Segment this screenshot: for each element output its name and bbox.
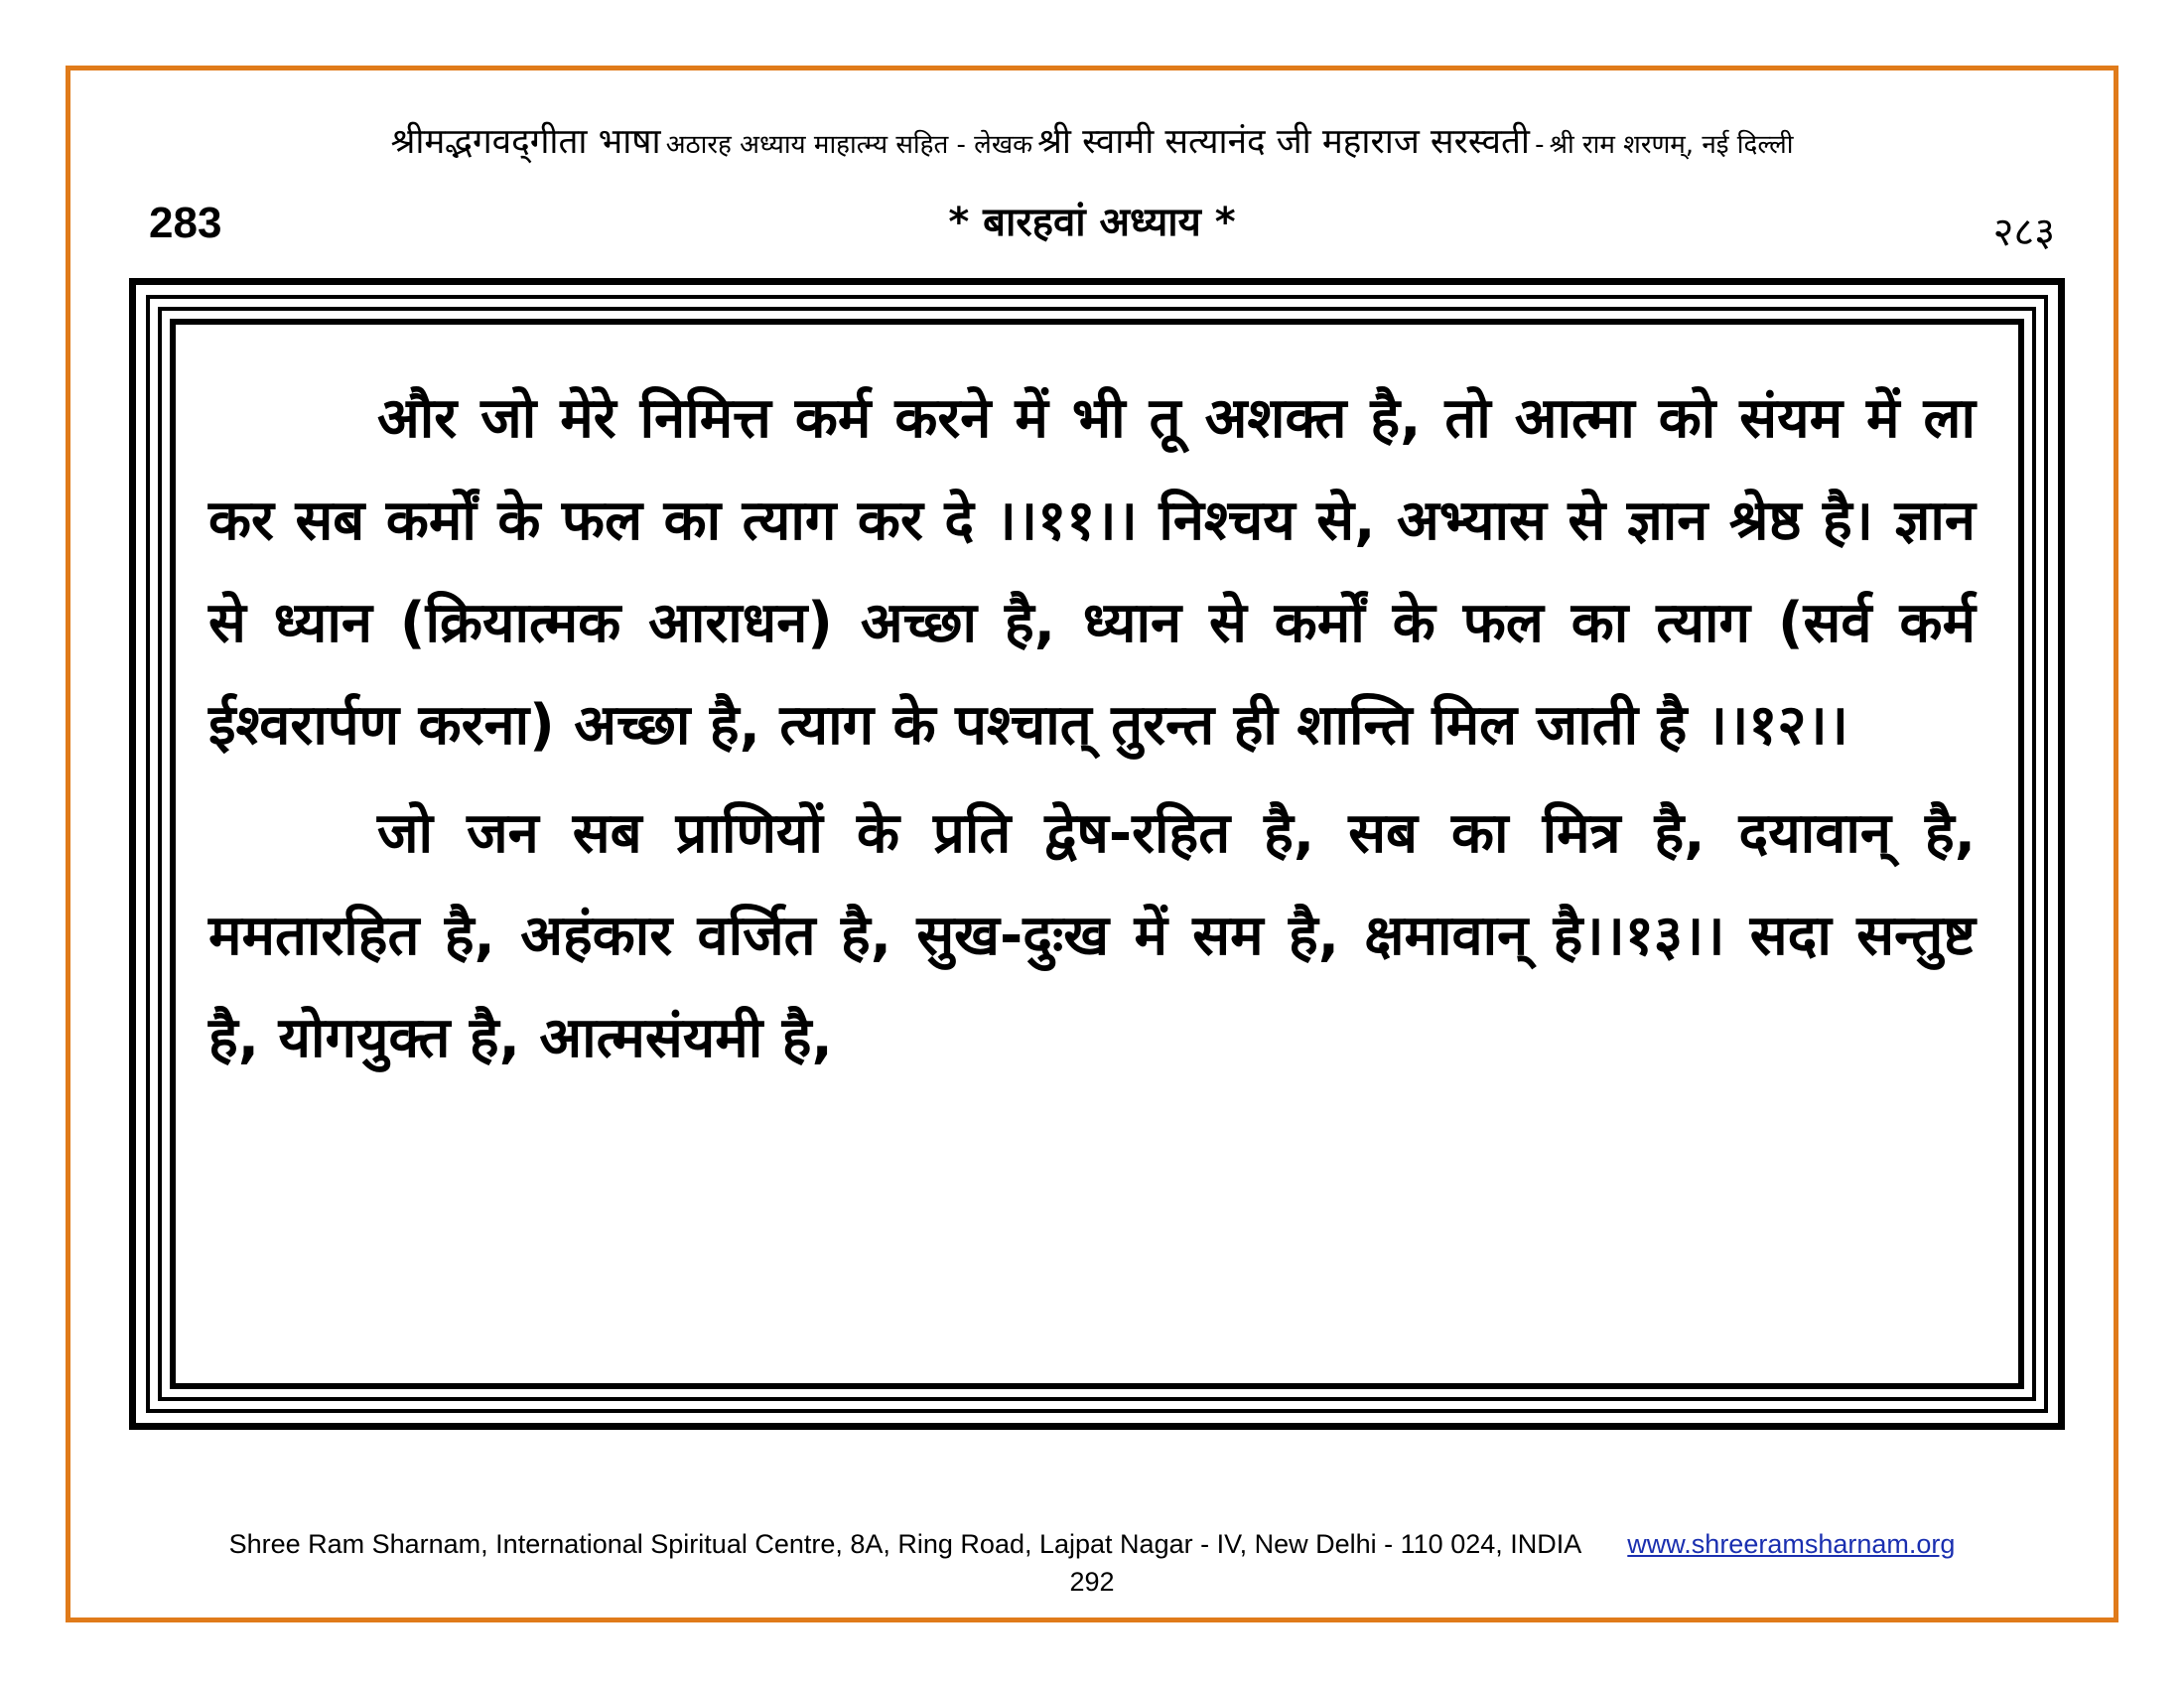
author-name: श्री स्वामी सत्यानंद जी महाराज सरस्वती (1037, 122, 1530, 162)
page-number-devanagari: २८३ (1992, 210, 2055, 255)
page-number-latin: 283 (149, 199, 222, 247)
book-subtitle: अठारह अध्याय माहात्म्य सहित - लेखक (665, 130, 1033, 160)
website-link[interactable]: www.shreeramsharnam.org (1627, 1529, 1956, 1559)
chapter-title: * बारहवां अध्याय * (948, 200, 1236, 245)
paragraph-verses-13: जो जन सब प्राणियों के प्रति द्वेष-रहित है, सब का मित्र है, दयावान् है, ममतारहित है, अहंकार वर्जित है, सुख-दुःख में सम है, क्षमावान् है।।१३।। सदा सन्तुष्ट है, योगयुक्त है, आत्मसंयमी है, (208, 801, 1976, 1070)
verse-text (208, 367, 1976, 1095)
header-separator: - (1535, 130, 1545, 160)
publisher-name: श्री राम शरणम्, नई दिल्ली (1549, 130, 1794, 160)
footer-page-number: 292 (1069, 1567, 1115, 1597)
footer-address-line (0, 1529, 2184, 1560)
paragraph-verses-11-12: और जो मेरे निमित्त कर्म करने में भी तू अशक्त है, तो आत्मा को संयम में ला कर सब कर्मों के फल का त्याग कर दे ।।११।। निश्चय से, अभ्यास से ज्ञान श्रेष्ठ है। ज्ञान से ध्यान (क्रियात्मक आराधन) अच्छा है, ध्यान से कर्मों के फल का त्याग (सर्व कर्म ईश्वरार्पण करना) अच्छा है, त्याग के पश्चात् तुरन्त ही शान्ति मिल जाती है ।।१२।। (208, 386, 1976, 758)
footer-address: Shree Ram Sharnam, International Spiritual Centre, 8A, Ring Road, Lajpat Nagar - IV, New Delhi - 110 024, INDIA (228, 1529, 1580, 1559)
book-title: श्रीमद्भगवद्‌गीता भाषा (390, 122, 661, 162)
running-header (99, 117, 2085, 164)
